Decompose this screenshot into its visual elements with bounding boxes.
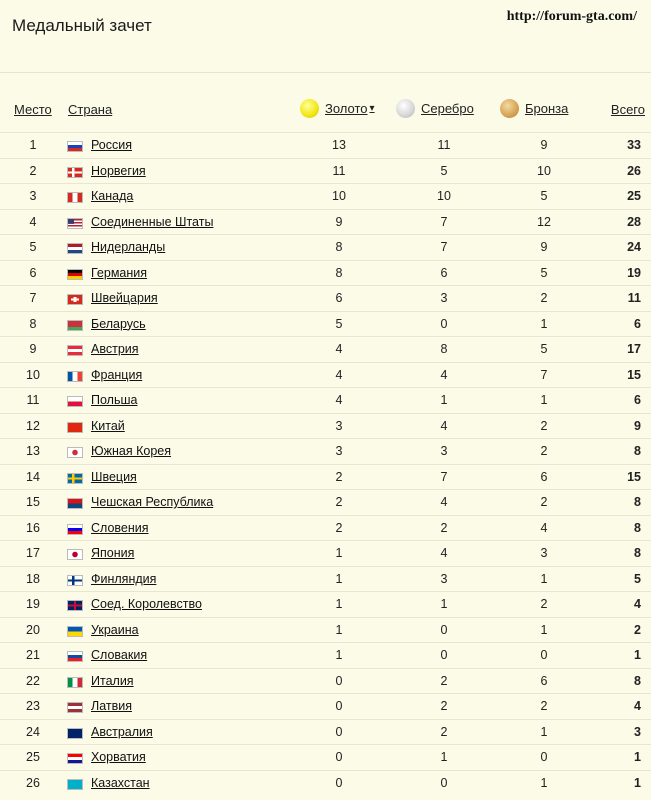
place-cell: 24 bbox=[26, 724, 40, 739]
silver-cell: 0 bbox=[440, 775, 448, 790]
flag-icon bbox=[67, 422, 83, 433]
silver-cell: 4 bbox=[440, 546, 448, 560]
total-cell: 15 bbox=[627, 367, 641, 382]
silver-cell: 2 bbox=[440, 724, 448, 739]
gold-cell: 4 bbox=[335, 367, 343, 382]
place-cell: 17 bbox=[26, 546, 40, 560]
gold-cell: 1 bbox=[335, 622, 343, 637]
place-cell: 21 bbox=[26, 648, 40, 662]
place-cell: 7 bbox=[29, 291, 37, 305]
bronze-cell: 2 bbox=[540, 291, 548, 305]
table-row bbox=[0, 387, 651, 413]
total-cell: 6 bbox=[634, 316, 641, 331]
total-cell: 5 bbox=[634, 571, 641, 586]
column-total-label: Всего bbox=[610, 102, 645, 117]
bronze-cell: 2 bbox=[540, 418, 548, 433]
bronze-cell: 12 bbox=[537, 214, 551, 229]
gold-medal-icon bbox=[300, 99, 319, 118]
place-cell: 2 bbox=[29, 163, 37, 178]
total-cell: 8 bbox=[634, 520, 641, 535]
table-row bbox=[0, 515, 651, 541]
country-link[interactable]: Норвегия bbox=[91, 163, 146, 178]
column-total-header[interactable] bbox=[611, 102, 645, 117]
gold-cell: 4 bbox=[335, 393, 343, 407]
gold-cell: 0 bbox=[335, 699, 343, 713]
country-link[interactable]: Австралия bbox=[91, 724, 153, 739]
place-cell: 11 bbox=[26, 393, 40, 407]
gold-cell: 9 bbox=[335, 214, 343, 229]
gold-cell: 13 bbox=[332, 138, 346, 152]
flag-icon bbox=[67, 575, 83, 586]
place-cell: 18 bbox=[26, 571, 40, 586]
flag-icon bbox=[67, 218, 83, 229]
column-silver-label: Серебро bbox=[421, 101, 474, 116]
flag-icon bbox=[67, 141, 83, 152]
bronze-cell: 1 bbox=[540, 571, 548, 586]
country-link[interactable]: Чешская Республика bbox=[91, 495, 214, 509]
silver-cell: 0 bbox=[440, 648, 448, 662]
gold-cell: 0 bbox=[335, 673, 343, 688]
gold-cell: 3 bbox=[335, 444, 343, 458]
flag-icon bbox=[67, 269, 83, 280]
place-cell: 10 bbox=[26, 367, 40, 382]
column-country-label: Страна bbox=[68, 102, 113, 117]
gold-cell: 8 bbox=[335, 265, 343, 280]
total-cell: 3 bbox=[634, 724, 641, 739]
table-row bbox=[0, 770, 651, 796]
flag-icon bbox=[67, 320, 83, 331]
bronze-cell: 6 bbox=[540, 673, 548, 688]
flag-icon bbox=[67, 753, 83, 764]
silver-cell: 10 bbox=[437, 189, 451, 203]
table-row bbox=[0, 260, 651, 286]
column-place-label: Место bbox=[14, 102, 52, 117]
bronze-cell: 1 bbox=[540, 775, 548, 790]
total-cell: 15 bbox=[627, 469, 641, 484]
country-link[interactable]: Франция bbox=[91, 367, 143, 382]
table-row bbox=[0, 158, 651, 184]
silver-cell: 4 bbox=[440, 418, 448, 433]
total-cell: 25 bbox=[627, 189, 641, 203]
table-row bbox=[0, 234, 651, 260]
total-cell: 17 bbox=[627, 342, 641, 356]
gold-cell: 4 bbox=[335, 342, 343, 356]
bronze-cell: 5 bbox=[540, 342, 548, 356]
column-gold-label: Золото bbox=[325, 101, 368, 116]
country-link[interactable]: Словения bbox=[91, 520, 149, 535]
place-cell: 16 bbox=[26, 520, 40, 535]
silver-cell: 3 bbox=[440, 291, 448, 305]
place-cell: 13 bbox=[26, 444, 40, 458]
total-cell: 8 bbox=[634, 444, 641, 458]
bronze-cell: 9 bbox=[540, 240, 548, 254]
bronze-cell: 2 bbox=[540, 699, 548, 713]
column-bronze-header[interactable] bbox=[500, 99, 568, 118]
column-country-header[interactable] bbox=[68, 102, 112, 117]
table-row bbox=[0, 183, 651, 209]
flag-icon bbox=[67, 396, 83, 407]
column-silver-header[interactable] bbox=[396, 99, 474, 118]
total-cell: 1 bbox=[634, 750, 641, 764]
medal-table bbox=[0, 132, 651, 795]
bronze-cell: 6 bbox=[540, 469, 548, 484]
total-cell: 8 bbox=[634, 673, 641, 688]
place-cell: 15 bbox=[26, 495, 40, 509]
country-link[interactable]: Китай bbox=[91, 418, 125, 433]
country-link[interactable]: Беларусь bbox=[91, 316, 146, 331]
bronze-cell: 1 bbox=[540, 316, 548, 331]
bronze-cell: 1 bbox=[540, 724, 548, 739]
bronze-cell: 2 bbox=[540, 495, 548, 509]
table-row bbox=[0, 413, 651, 439]
country-link[interactable]: Соединенные Штаты bbox=[91, 214, 214, 229]
silver-medal-icon bbox=[396, 99, 415, 118]
place-cell: 3 bbox=[29, 189, 37, 203]
gold-cell: 10 bbox=[332, 189, 346, 203]
flag-icon bbox=[67, 651, 83, 662]
place-cell: 9 bbox=[29, 342, 37, 356]
country-link[interactable]: Австрия bbox=[91, 342, 139, 356]
total-cell: 24 bbox=[627, 240, 641, 254]
gold-cell: 8 bbox=[335, 240, 343, 254]
total-cell: 33 bbox=[627, 138, 641, 152]
divider bbox=[0, 72, 651, 73]
total-cell: 8 bbox=[634, 546, 641, 560]
column-gold-header[interactable] bbox=[300, 99, 375, 118]
bronze-cell: 10 bbox=[537, 163, 551, 178]
place-cell: 25 bbox=[26, 750, 40, 764]
total-cell: 1 bbox=[634, 775, 641, 790]
table-row bbox=[0, 285, 651, 311]
gold-cell: 6 bbox=[335, 291, 343, 305]
table-row bbox=[0, 642, 651, 668]
place-cell: 14 bbox=[26, 469, 40, 484]
column-bronze-label: Бронза bbox=[525, 101, 569, 116]
flag-icon bbox=[67, 294, 83, 305]
place-cell: 26 bbox=[26, 775, 40, 790]
column-place-header[interactable] bbox=[14, 102, 52, 117]
bronze-cell: 5 bbox=[540, 265, 548, 280]
country-link[interactable]: Финляндия bbox=[91, 571, 157, 586]
total-cell: 4 bbox=[634, 597, 641, 611]
silver-cell: 8 bbox=[440, 342, 448, 356]
country-link[interactable]: Япония bbox=[91, 546, 135, 560]
country-link[interactable]: Канада bbox=[91, 189, 134, 203]
watermark-url: http://forum-gta.com/ bbox=[506, 9, 637, 24]
country-link[interactable]: Казахстан bbox=[91, 775, 150, 790]
table-row bbox=[0, 719, 651, 745]
country-link[interactable]: Швеция bbox=[91, 469, 137, 484]
total-cell: 6 bbox=[634, 393, 641, 407]
flag-icon bbox=[67, 702, 83, 713]
total-cell: 9 bbox=[634, 418, 641, 433]
country-link[interactable]: Польша bbox=[91, 393, 138, 407]
country-link[interactable]: Россия bbox=[91, 138, 132, 152]
country-link[interactable]: Швейцария bbox=[91, 291, 158, 305]
place-cell: 20 bbox=[26, 622, 40, 637]
table-row bbox=[0, 744, 651, 770]
silver-cell: 2 bbox=[440, 673, 448, 688]
silver-cell: 7 bbox=[440, 469, 448, 484]
flag-icon bbox=[67, 243, 83, 254]
silver-cell: 5 bbox=[440, 163, 448, 178]
country-link[interactable]: Италия bbox=[91, 673, 134, 688]
total-cell: 2 bbox=[634, 622, 641, 637]
bronze-cell: 2 bbox=[540, 597, 548, 611]
sort-arrow-icon: ▾ bbox=[369, 103, 375, 114]
silver-cell: 0 bbox=[440, 622, 448, 637]
silver-cell: 7 bbox=[440, 214, 448, 229]
total-cell: 8 bbox=[634, 495, 641, 509]
table-row bbox=[0, 336, 651, 362]
table-row bbox=[0, 132, 651, 158]
flag-icon bbox=[67, 524, 83, 535]
bronze-cell: 1 bbox=[540, 622, 548, 637]
total-cell: 1 bbox=[634, 648, 641, 662]
country-link[interactable]: Южная Корея bbox=[91, 444, 171, 458]
place-cell: 5 bbox=[29, 240, 37, 254]
bronze-cell: 4 bbox=[540, 520, 548, 535]
silver-cell: 1 bbox=[440, 750, 448, 764]
table-row bbox=[0, 489, 651, 515]
place-cell: 4 bbox=[29, 214, 37, 229]
gold-cell: 2 bbox=[335, 495, 343, 509]
table-row bbox=[0, 668, 651, 694]
country-link[interactable]: Нидерланды bbox=[91, 240, 166, 254]
table-header bbox=[0, 96, 651, 132]
table-row bbox=[0, 464, 651, 490]
table-row bbox=[0, 311, 651, 337]
total-cell: 26 bbox=[627, 163, 641, 178]
silver-cell: 4 bbox=[440, 495, 448, 509]
table-row bbox=[0, 566, 651, 592]
bronze-cell: 0 bbox=[540, 648, 548, 662]
flag-icon bbox=[67, 779, 83, 790]
table-row bbox=[0, 693, 651, 719]
place-cell: 23 bbox=[26, 699, 40, 713]
bronze-cell: 3 bbox=[540, 546, 548, 560]
country-link[interactable]: Соед. Королевство bbox=[91, 597, 202, 611]
country-link[interactable]: Хорватия bbox=[91, 750, 146, 764]
flag-icon bbox=[67, 498, 83, 509]
gold-cell: 1 bbox=[335, 546, 343, 560]
place-cell: 22 bbox=[26, 673, 40, 688]
flag-icon bbox=[67, 600, 83, 611]
silver-cell: 3 bbox=[440, 444, 448, 458]
table-row bbox=[0, 540, 651, 566]
silver-cell: 11 bbox=[437, 138, 451, 152]
bronze-medal-icon bbox=[500, 99, 519, 118]
silver-cell: 7 bbox=[440, 240, 448, 254]
gold-cell: 2 bbox=[335, 520, 343, 535]
total-cell: 11 bbox=[627, 291, 641, 305]
bronze-cell: 5 bbox=[540, 189, 548, 203]
table-row bbox=[0, 617, 651, 643]
gold-cell: 1 bbox=[335, 597, 343, 611]
country-link[interactable]: Словакия bbox=[91, 648, 148, 662]
gold-cell: 1 bbox=[335, 571, 343, 586]
gold-cell: 1 bbox=[335, 648, 343, 662]
flag-icon bbox=[67, 626, 83, 637]
flag-icon bbox=[67, 345, 83, 356]
country-link[interactable]: Германия bbox=[91, 265, 148, 280]
table-row bbox=[0, 209, 651, 235]
place-cell: 8 bbox=[29, 316, 37, 331]
country-link[interactable]: Украина bbox=[91, 622, 139, 637]
bronze-cell: 1 bbox=[540, 393, 548, 407]
flag-icon bbox=[67, 473, 83, 484]
gold-cell: 0 bbox=[335, 775, 343, 790]
flag-icon bbox=[67, 167, 83, 178]
silver-cell: 1 bbox=[440, 597, 448, 611]
flag-icon bbox=[67, 728, 83, 739]
flag-icon bbox=[67, 192, 83, 203]
bronze-cell: 2 bbox=[540, 444, 548, 458]
bronze-cell: 7 bbox=[540, 367, 548, 382]
total-cell: 28 bbox=[627, 214, 641, 229]
place-cell: 12 bbox=[26, 418, 40, 433]
page-title: Медальный зачет bbox=[12, 16, 152, 35]
gold-cell: 11 bbox=[332, 163, 346, 178]
gold-cell: 0 bbox=[335, 750, 343, 764]
bronze-cell: 0 bbox=[540, 750, 548, 764]
bronze-cell: 9 bbox=[540, 138, 548, 152]
total-cell: 4 bbox=[634, 699, 641, 713]
total-cell: 19 bbox=[627, 265, 641, 280]
flag-icon bbox=[67, 549, 83, 560]
gold-cell: 0 bbox=[335, 724, 343, 739]
silver-cell: 3 bbox=[440, 571, 448, 586]
table-row bbox=[0, 438, 651, 464]
gold-cell: 3 bbox=[335, 418, 343, 433]
silver-cell: 0 bbox=[440, 316, 448, 331]
silver-cell: 4 bbox=[440, 367, 448, 382]
gold-cell: 5 bbox=[335, 316, 343, 331]
flag-icon bbox=[67, 371, 83, 382]
silver-cell: 1 bbox=[440, 393, 448, 407]
table-row bbox=[0, 362, 651, 388]
flag-icon bbox=[67, 677, 83, 688]
place-cell: 19 bbox=[26, 597, 40, 611]
silver-cell: 2 bbox=[440, 699, 448, 713]
place-cell: 6 bbox=[29, 265, 37, 280]
table-row bbox=[0, 591, 651, 617]
place-cell: 1 bbox=[29, 138, 37, 152]
gold-cell: 2 bbox=[335, 469, 343, 484]
silver-cell: 6 bbox=[440, 265, 448, 280]
silver-cell: 2 bbox=[440, 520, 448, 535]
flag-icon bbox=[67, 447, 83, 458]
country-link[interactable]: Латвия bbox=[91, 699, 132, 713]
